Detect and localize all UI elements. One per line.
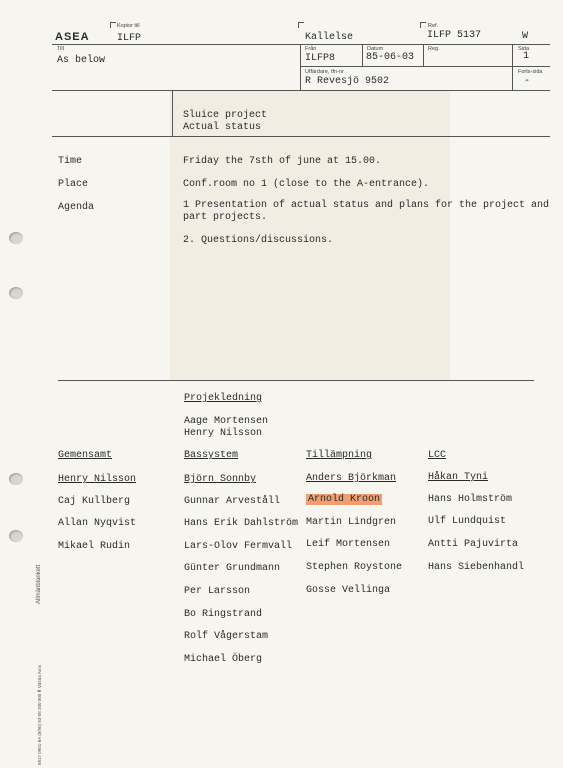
from-value: ILFP8 bbox=[305, 53, 336, 64]
tillampning-heading: Tillämpning bbox=[306, 450, 373, 461]
agenda-item-2: 2. Questions/discussions. bbox=[183, 235, 334, 246]
separator-rule bbox=[58, 380, 534, 381]
lcc-member: Ulf Lundquist bbox=[428, 516, 507, 527]
bassystem-member: Günter Grundmann bbox=[184, 563, 281, 574]
header-rule bbox=[300, 66, 550, 67]
agenda-item-1-cont: part projects. bbox=[183, 212, 268, 223]
bassystem-member: Bo Ringstrand bbox=[184, 609, 263, 620]
copies-label: Kopior till bbox=[117, 23, 140, 29]
header-divider bbox=[362, 44, 363, 66]
date-value: 85-06-03 bbox=[366, 52, 415, 63]
place-label: Place bbox=[58, 179, 89, 190]
ref-letter: W bbox=[522, 31, 529, 42]
tillampning-member: Martin Lindgren bbox=[306, 517, 397, 528]
ref-value: ILFP 5137 bbox=[427, 30, 482, 41]
punch-hole bbox=[9, 232, 23, 244]
gemensamt-member: Allan Nyqvist bbox=[58, 518, 137, 529]
lcc-heading: LCC bbox=[428, 450, 447, 461]
subject-line-1: Sluice project bbox=[183, 110, 268, 121]
corner-mark bbox=[298, 22, 304, 28]
page-value: 1 bbox=[523, 51, 530, 62]
punch-hole bbox=[9, 473, 23, 485]
time-value: Friday the 7sth of june at 15.00. bbox=[183, 156, 382, 167]
form-code: 6817 0901-8A (8/90) 83-08 200 000 ℟ Västra Aros bbox=[37, 664, 42, 765]
header-divider bbox=[512, 44, 513, 90]
gemensamt-member: Mikael Rudin bbox=[58, 541, 131, 552]
bassystem-member: Rolf Vågerstam bbox=[184, 631, 269, 642]
subject-line-2: Actual status bbox=[183, 122, 262, 133]
form-name: Allmänblankett bbox=[36, 564, 42, 604]
lcc-member: Hans Holmström bbox=[428, 494, 513, 505]
tillampning-member: Gosse Vellinga bbox=[306, 585, 391, 596]
reg-label: Reg. bbox=[428, 46, 440, 52]
continuation-label: Forts-sida bbox=[518, 69, 543, 75]
tillampning-member: Leif Mortensen bbox=[306, 539, 391, 550]
corner-mark bbox=[420, 22, 426, 28]
header-rule bbox=[52, 90, 550, 91]
header-divider bbox=[300, 44, 301, 90]
bassystem-member: Hans Erik Dahlström bbox=[184, 518, 299, 529]
punch-hole bbox=[9, 530, 23, 542]
project-lead-member: Aage Mortensen bbox=[184, 416, 269, 427]
from-label: Från bbox=[305, 46, 317, 52]
header-divider bbox=[423, 44, 424, 66]
subject-divider bbox=[172, 90, 173, 136]
place-value: Conf.room no 1 (close to the A-entrance). bbox=[183, 179, 430, 190]
agenda-label: Agenda bbox=[58, 202, 95, 213]
lcc-member: Antti Pajuvirta bbox=[428, 539, 519, 550]
bassystem-member: Lars-Olov Fermvall bbox=[184, 541, 293, 552]
ref-label: Ref. bbox=[428, 23, 439, 29]
page-label: Sida bbox=[518, 46, 530, 52]
agenda-item-1: 1 Presentation of actual status and plans for the project and bbox=[183, 200, 550, 211]
bassystem-member: Michael Öberg bbox=[184, 654, 263, 665]
lcc-member: Hans Siebenhandl bbox=[428, 562, 525, 573]
issuer-value: R Revesjö 9502 bbox=[305, 76, 390, 87]
continuation-value: - bbox=[524, 76, 531, 87]
time-label: Time bbox=[58, 156, 83, 167]
to-value: As below bbox=[57, 55, 106, 66]
document-type: Kallelse bbox=[305, 32, 354, 43]
bassystem-member: Per Larsson bbox=[184, 586, 251, 597]
gemensamt-member: Caj Kullberg bbox=[58, 496, 131, 507]
highlighter-mark: Arnold Kroon bbox=[308, 494, 381, 505]
gemensamt-member: Henry Nilsson bbox=[58, 474, 137, 485]
issuer-label: Utfärdare, tfn-nr bbox=[305, 69, 344, 75]
punch-hole bbox=[9, 287, 23, 299]
corner-mark bbox=[110, 22, 116, 28]
tillampning-member: Anders Björkman bbox=[306, 473, 397, 484]
to-label: Till bbox=[57, 46, 64, 52]
header-rule bbox=[52, 44, 550, 45]
copies-value: ILFP bbox=[117, 33, 142, 44]
subject-rule bbox=[52, 136, 550, 137]
project-lead-member: Henry Nilsson bbox=[184, 428, 263, 439]
bassystem-heading: Bassystem bbox=[184, 450, 239, 461]
tillampning-member-highlighted bbox=[306, 494, 382, 506]
tillampning-member: Stephen Roystone bbox=[306, 562, 403, 573]
project-lead-heading: Projekledning bbox=[184, 393, 263, 404]
company-logo: ASEA bbox=[55, 31, 90, 43]
bassystem-member: Gunnar Arveståll bbox=[184, 496, 281, 507]
date-label: Datum bbox=[367, 46, 384, 52]
gemensamt-heading: Gemensamt bbox=[58, 450, 113, 461]
lcc-member: Håkan Tyni bbox=[428, 472, 489, 483]
bassystem-member: Björn Sonnby bbox=[184, 474, 257, 485]
